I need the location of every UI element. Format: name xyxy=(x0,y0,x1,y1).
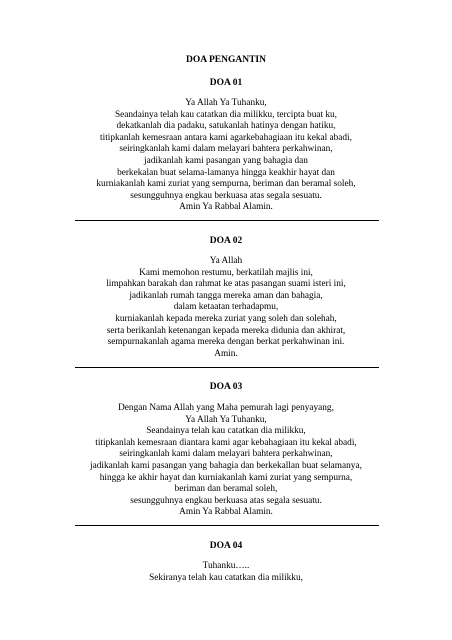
document-title: DOA PENGANTIN xyxy=(186,55,266,65)
prayer-line: sesungguhnya engkau berkuasa atas segala sesuatu. xyxy=(130,190,322,201)
prayer-line: titipkanlah kemesraan diantara kami agar kebahagiaan itu kekal abadi, xyxy=(95,437,357,448)
prayer-line: Amin Ya Rabbal Alamin. xyxy=(179,202,273,213)
prayer-line: jadikanlah kami pasangan yang bahagia dan berkekallan buat selamanya, xyxy=(90,460,362,471)
prayer-text xyxy=(40,403,412,519)
prayer-line: jadikanlah rumah tangga mereka aman dan bahagia, xyxy=(129,290,323,301)
prayer-line: Ya Allah Ya Tuhanku, xyxy=(185,98,267,108)
section-heading: DOA 01 xyxy=(209,78,243,88)
prayer-line: hingga ke akhir hayat dan kurniakanlah kami zuriat yang sempurna, xyxy=(99,472,353,483)
prayer-line: titipkanlah kemesraan antara kami agarkebahagiaan itu kekal abadi, xyxy=(100,132,352,143)
prayer-line: Tuhanku….. xyxy=(202,561,250,571)
section-heading: DOA 02 xyxy=(209,236,243,246)
prayer-line: Dengan Nama Allah yang Maha pemurah lagi penyayang, xyxy=(118,403,334,413)
prayer-line: sempurnakanlah agama mereka dengan berkat perkahwinan ini. xyxy=(107,337,345,348)
prayer-line: Seandainya telah kau catatkan dia milikku, tercipta buat ku, xyxy=(114,109,337,120)
prayer-line: seiringkanlah kami dalam melayari bahtera perkahwinan, xyxy=(119,144,333,155)
section-divider xyxy=(75,525,379,526)
prayer-line: Sekiranya telah kau catatkan dia milikku, xyxy=(149,572,303,583)
section-divider xyxy=(75,220,379,221)
prayer-line: berkekalan buat selama-lamanya hingga keakhir hayat dan xyxy=(117,167,335,178)
prayer-line: kurniakanlah kami zuriat yang sempurna, beriman dan beramal soleh, xyxy=(96,179,356,190)
prayer-line: dekatkanlah dia padaku, satukanlah hatinya dengan hatiku, xyxy=(116,121,336,132)
section-divider xyxy=(75,367,379,368)
prayer-line: sesungguhnya engkau berkuasa atas segala sesuatu. xyxy=(130,495,322,506)
prayer-line: jadikanlah kami pasangan yang bahagia dan xyxy=(144,155,308,166)
prayer-line: Ya Allah xyxy=(209,256,243,266)
prayer-text xyxy=(40,98,412,214)
prayer-line: seiringkanlah kami dalam melayari bahtera perkahwinan, xyxy=(119,449,333,460)
prayer-line: serta berikanlah ketenangan kepada mereka didunia dan akhirat, xyxy=(106,325,346,336)
prayer-text xyxy=(40,256,412,360)
section-heading: DOA 03 xyxy=(209,382,243,392)
prayer-line: Amin Ya Rabbal Alamin. xyxy=(179,507,273,518)
prayer-line: Seandainya telah kau catatkan dia milikku, xyxy=(146,426,306,437)
prayer-line: Kami memohon restumu, berkatilah majlis ini, xyxy=(139,267,313,278)
prayer-line: limpahkan barakah dan rahmat ke atas pasangan suami isteri ini, xyxy=(106,279,346,290)
prayer-line: Ya Allah Ya Tuhanku, xyxy=(185,414,267,425)
section-heading: DOA 04 xyxy=(209,541,243,551)
prayer-line: beriman dan beramal soleh, xyxy=(174,484,278,495)
prayer-text xyxy=(40,561,412,584)
prayer-line: Amin. xyxy=(214,348,238,359)
prayer-line: dalam ketaatan terhadapmu, xyxy=(173,302,279,313)
prayer-line: kurniakanlah kepada mereka zuriat yang soleh dan solehah, xyxy=(115,313,337,324)
